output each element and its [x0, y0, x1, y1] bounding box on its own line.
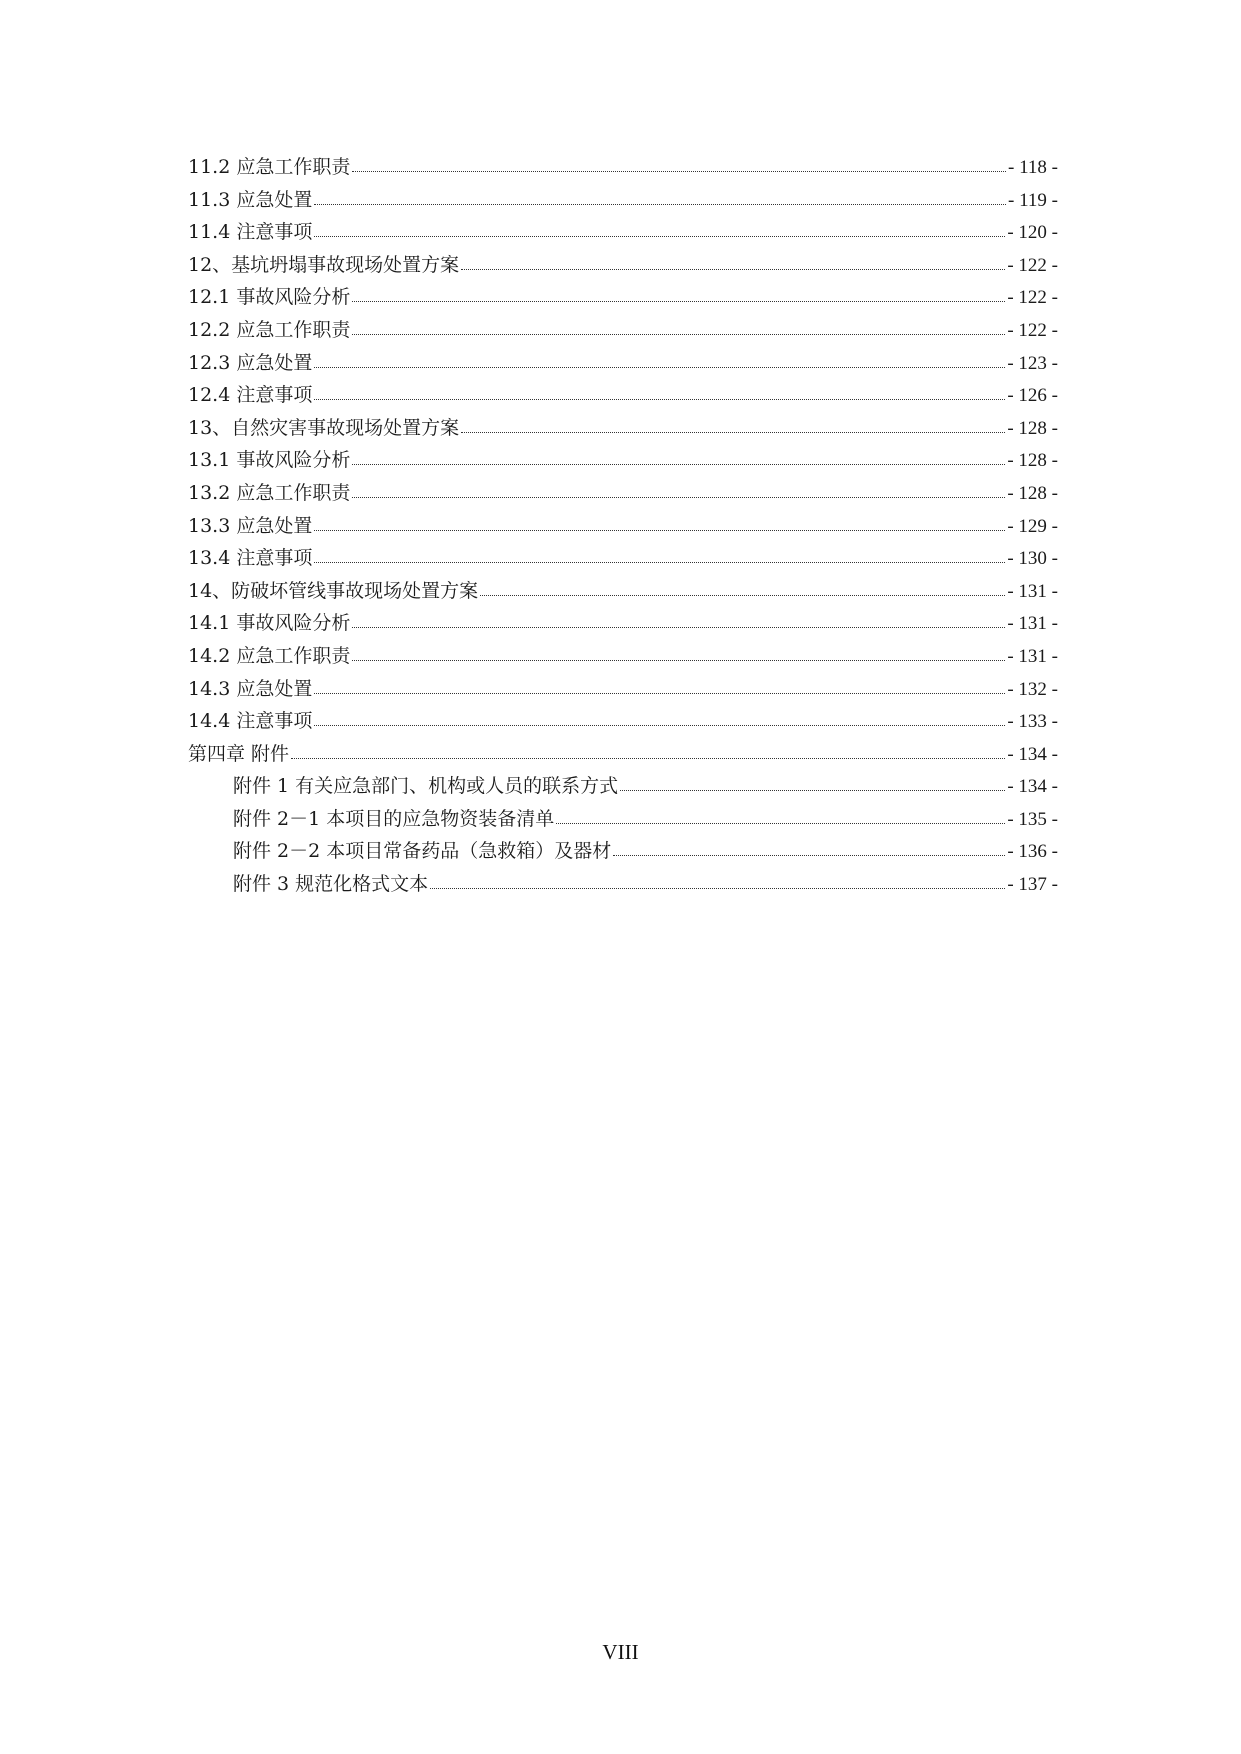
toc-entry-title: 11.4 注意事项	[188, 221, 313, 244]
toc-entry-title: 14.1 事故风险分析	[188, 612, 351, 635]
toc-leader-dots	[314, 724, 1005, 726]
toc-entry-page: - 118 -	[1008, 157, 1058, 178]
toc-leader-dots	[314, 398, 1005, 400]
toc-entry-page: - 122 -	[1007, 287, 1058, 309]
toc-entry-page: - 130 -	[1007, 548, 1058, 570]
toc-entry[interactable]	[188, 803, 1058, 836]
toc-entry-page: - 128 -	[1007, 450, 1058, 472]
toc-leader-dots	[556, 822, 1005, 824]
toc-entry[interactable]	[188, 835, 1058, 868]
toc-entry[interactable]	[188, 216, 1058, 249]
toc-entry-title: 12.1 事故风险分析	[188, 286, 351, 309]
toc-leader-dots	[352, 463, 1005, 465]
toc-leader-dots	[352, 333, 1005, 335]
toc-entry-page: - 131 -	[1007, 580, 1058, 602]
toc-leader-dots	[430, 887, 1005, 889]
toc-entry-title: 14.3 应急处置	[188, 677, 313, 700]
toc-entry-page: - 122 -	[1007, 254, 1058, 276]
toc-entry-page: - 120 -	[1007, 222, 1058, 244]
toc-entry-title: 附件 1 有关应急部门、机构或人员的联系方式	[233, 775, 619, 798]
toc-entry[interactable]	[188, 770, 1058, 803]
toc-leader-dots	[314, 529, 1005, 531]
toc-entry[interactable]	[188, 347, 1058, 380]
table-of-contents	[188, 151, 1058, 901]
toc-leader-dots	[613, 854, 1005, 856]
toc-entry[interactable]	[188, 575, 1058, 608]
toc-entry[interactable]	[188, 314, 1058, 347]
toc-entry-page: - 136 -	[1007, 841, 1058, 863]
toc-entry-title: 附件 3 规范化格式文本	[233, 873, 429, 896]
toc-entry[interactable]	[188, 281, 1058, 314]
toc-leader-dots	[352, 300, 1005, 302]
toc-entry-title: 12、基坑坍塌事故现场处置方案	[188, 253, 460, 276]
toc-entry-title: 14、防破坏管线事故现场处置方案	[188, 579, 479, 602]
toc-entry-page: - 134 -	[1007, 776, 1058, 798]
toc-leader-dots	[352, 626, 1005, 628]
toc-entry-page: - 122 -	[1007, 319, 1058, 341]
toc-entry-title: 12.3 应急处置	[188, 351, 313, 374]
toc-leader-dots	[620, 789, 1005, 791]
toc-entry[interactable]	[188, 673, 1058, 706]
toc-entry-page: - 135 -	[1007, 808, 1058, 830]
toc-entry-title: 13、自然灾害事故现场处置方案	[188, 416, 460, 439]
toc-leader-dots	[314, 561, 1005, 563]
toc-entry[interactable]	[188, 868, 1058, 901]
toc-entry-title: 11.2 应急工作职责	[188, 156, 351, 178]
toc-entry[interactable]	[188, 379, 1058, 412]
toc-leader-dots	[291, 757, 1005, 759]
toc-entry[interactable]	[188, 640, 1058, 673]
toc-entry-page: - 129 -	[1007, 515, 1058, 537]
toc-entry-title: 13.2 应急工作职责	[188, 481, 351, 504]
toc-entry[interactable]	[188, 607, 1058, 640]
toc-entry-page: - 132 -	[1007, 678, 1058, 700]
toc-entry[interactable]	[188, 444, 1058, 477]
toc-entry-title: 13.4 注意事项	[188, 547, 313, 570]
toc-entry-title: 第四章 附件	[188, 742, 290, 765]
toc-entry[interactable]	[188, 477, 1058, 510]
toc-entry-page: - 119 -	[1008, 189, 1058, 211]
toc-entry[interactable]	[188, 249, 1058, 282]
toc-entry-page: - 137 -	[1007, 874, 1058, 896]
toc-leader-dots	[352, 659, 1005, 661]
toc-leader-dots	[480, 594, 1005, 596]
toc-entry-page: - 134 -	[1007, 743, 1058, 765]
toc-entry-title: 12.2 应急工作职责	[188, 318, 351, 341]
toc-leader-dots	[314, 366, 1005, 368]
toc-entry-page: - 126 -	[1007, 385, 1058, 407]
toc-leader-dots	[314, 235, 1005, 237]
toc-leader-dots	[314, 692, 1005, 694]
toc-entry[interactable]	[188, 151, 1058, 184]
toc-entry-title: 12.4 注意事项	[188, 384, 313, 407]
toc-entry-title: 附件 2－1 本项目的应急物资装备清单	[233, 807, 555, 830]
toc-leader-dots	[461, 431, 1005, 433]
toc-leader-dots	[461, 268, 1005, 270]
toc-entry-title: 附件 2－2 本项目常备药品（急救箱）及器材	[233, 840, 612, 863]
toc-entry[interactable]	[188, 412, 1058, 445]
toc-entry[interactable]	[188, 542, 1058, 575]
toc-entry-page: - 123 -	[1007, 352, 1058, 374]
toc-leader-dots	[314, 203, 1006, 205]
toc-entry-page: - 131 -	[1007, 613, 1058, 635]
toc-entry-title: 13.1 事故风险分析	[188, 449, 351, 472]
toc-entry-page: - 128 -	[1007, 417, 1058, 439]
toc-entry-title: 11.3 应急处置	[188, 188, 313, 211]
toc-entry[interactable]	[188, 184, 1058, 217]
toc-entry[interactable]	[188, 738, 1058, 771]
toc-entry-title: 14.4 注意事项	[188, 710, 313, 733]
toc-leader-dots	[352, 170, 1006, 172]
toc-entry[interactable]	[188, 510, 1058, 543]
toc-entry-page: - 131 -	[1007, 645, 1058, 667]
toc-entry[interactable]	[188, 705, 1058, 738]
toc-entry-title: 13.3 应急处置	[188, 514, 313, 537]
toc-entry-title: 14.2 应急工作职责	[188, 644, 351, 667]
toc-leader-dots	[352, 496, 1005, 498]
page-number: VIII	[602, 1640, 639, 1664]
toc-entry-page: - 128 -	[1007, 482, 1058, 504]
toc-entry-page: - 133 -	[1007, 711, 1058, 733]
